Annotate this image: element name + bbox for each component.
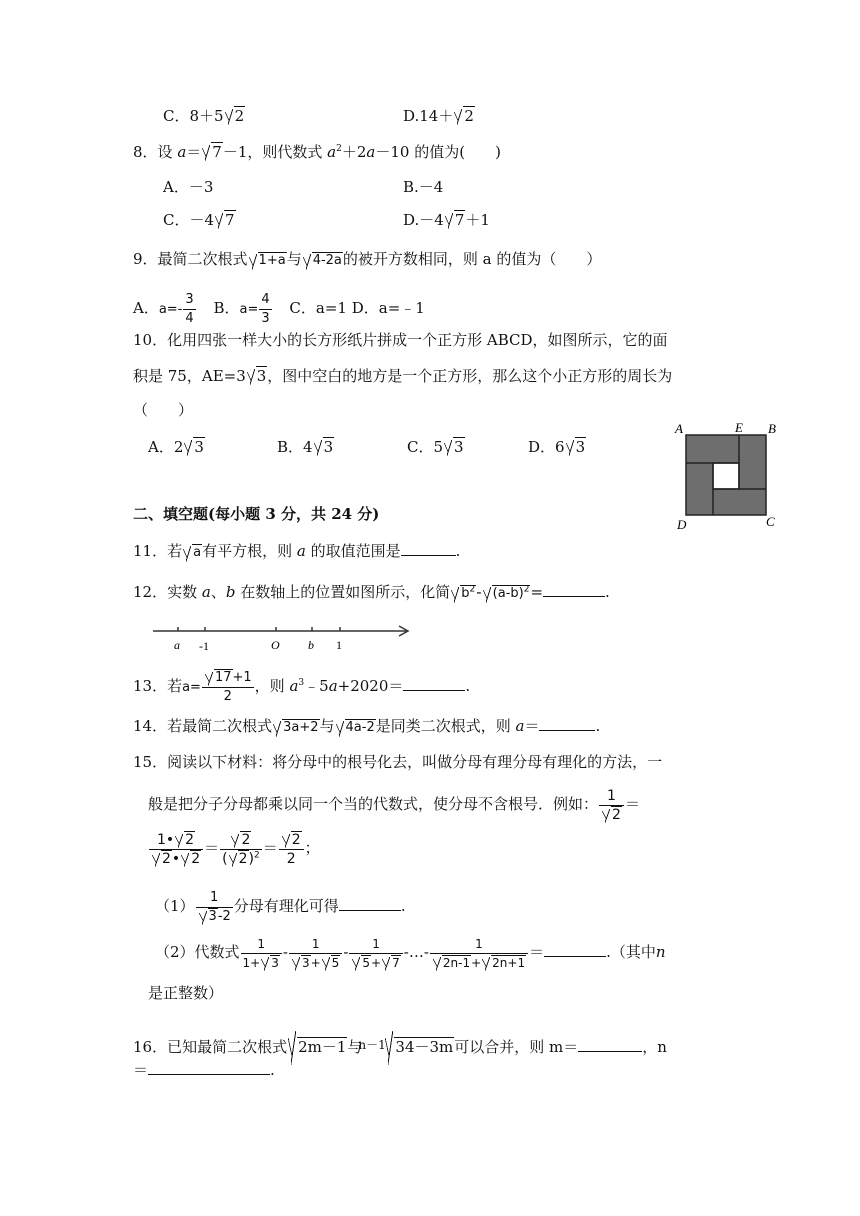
axis-label-minus-one: -1 [199, 639, 209, 653]
axis-label-b: b [308, 638, 314, 652]
q8-option-a: A．－3 [163, 178, 214, 196]
q8-option-b: B.－4 [403, 178, 444, 196]
axis-label-one: 1 [336, 638, 342, 652]
q10-option-c: C．5 3 [407, 438, 464, 456]
axis-label-origin: O [271, 638, 280, 652]
label-a: A [675, 421, 683, 436]
q15-part1: （1） $\frac{1}{3-2}$ 分母有理化可得 . [155, 889, 406, 924]
q15-part2-tail: 是正整数） [148, 984, 224, 1002]
section-heading-fill-in: 二、填空题(每小题 3 分，共 24 分) [133, 505, 380, 523]
root-index: n－1 [358, 1038, 386, 1052]
q13: 13．若a= $\frac{17+1}{2}$ ，则 $a^3﹣5a+2020=$ . [133, 669, 471, 704]
q14: 14．若最简二次根式 3a+2与 4a-2是同类二次根式，则 a＝ . [133, 716, 600, 738]
q7-option-c: C．8＋5 2 [163, 107, 245, 125]
q10-line3: （ ） [133, 401, 194, 419]
q10-line1: 10．化用四张一样大小的长方形纸片拼成一个正方形 ABCD，如图所示，它的面 [133, 331, 668, 349]
q8-option-d: D.－4 7＋1 [403, 211, 490, 229]
q10-option-d: D．6 3 [528, 438, 586, 456]
q15-example: $\frac{1• 2}{2• 2}$ ＝ $\frac{2}{( 2)^2}$ ＝ $\frac{2}{2}$ ； [148, 826, 320, 870]
q7-option-d: D.14＋ 2 [403, 107, 474, 125]
q15-part2: （2）代数式 $\frac{1}{1+ 3}$ - $\frac{1}{3+ 5}$ - $\frac{1}{5+ 7}$ -…- $\frac{1}{2n-1+ 2n+1}$ ＝ .（其中n [155, 936, 666, 970]
label-c: C [766, 514, 775, 529]
q12-number-line [150, 620, 415, 654]
q10-option-b: B．4 3 [277, 438, 334, 456]
q10-square-figure [670, 420, 785, 535]
q9-options: A．a=- $\frac{3}{4}$ B．a= $\frac{4}{3}$ C．a=1 D．a=﹣1 [133, 291, 425, 326]
small-square [713, 463, 739, 489]
q12: 12．实数 a、b 在数轴上的位置如图所示，化简 $b^2-$ $(a-b)^2=$ . [133, 582, 610, 604]
axis-label-a: a [174, 638, 180, 652]
q8-stem: 8．设 a＝ 7－1，则代数式 $a^2+2a-10$ 的值为( ) [133, 143, 501, 161]
label-d: D [677, 517, 687, 532]
q16-line2: ＝ . [133, 1061, 275, 1079]
q8-option-c: C．－4 7 [163, 211, 235, 229]
q11: 11．若 a有平方根，则 a 的取值范围是 . [133, 541, 460, 563]
label-e: E [735, 420, 743, 435]
label-b: B [768, 421, 776, 436]
q15-line1: 15．阅读以下材料：将分母中的根号化去，叫做分母有理分母有理化的方法，一 [133, 753, 663, 771]
q15-line2: 般是把分子分母都乘以同一个当的代数式，使分母不含根号．例如： $\frac{1}{2}$ ＝ [148, 787, 640, 823]
q10-line2: 积是 75，AE=3 3，图中空白的地方是一个正方形，那么这个小正方形的周长为 [133, 367, 673, 385]
q10-option-a: A．2 3 [148, 438, 204, 456]
q9-stem: 9．最简二次根式 1+a与 4-2a的被开方数相同，则 a 的值为（ ） [133, 249, 601, 271]
q16-line1: 16．已知最简二次根式 2m－1与 n－1 34－3m可以合并，则 m＝ ，n [133, 1028, 667, 1066]
